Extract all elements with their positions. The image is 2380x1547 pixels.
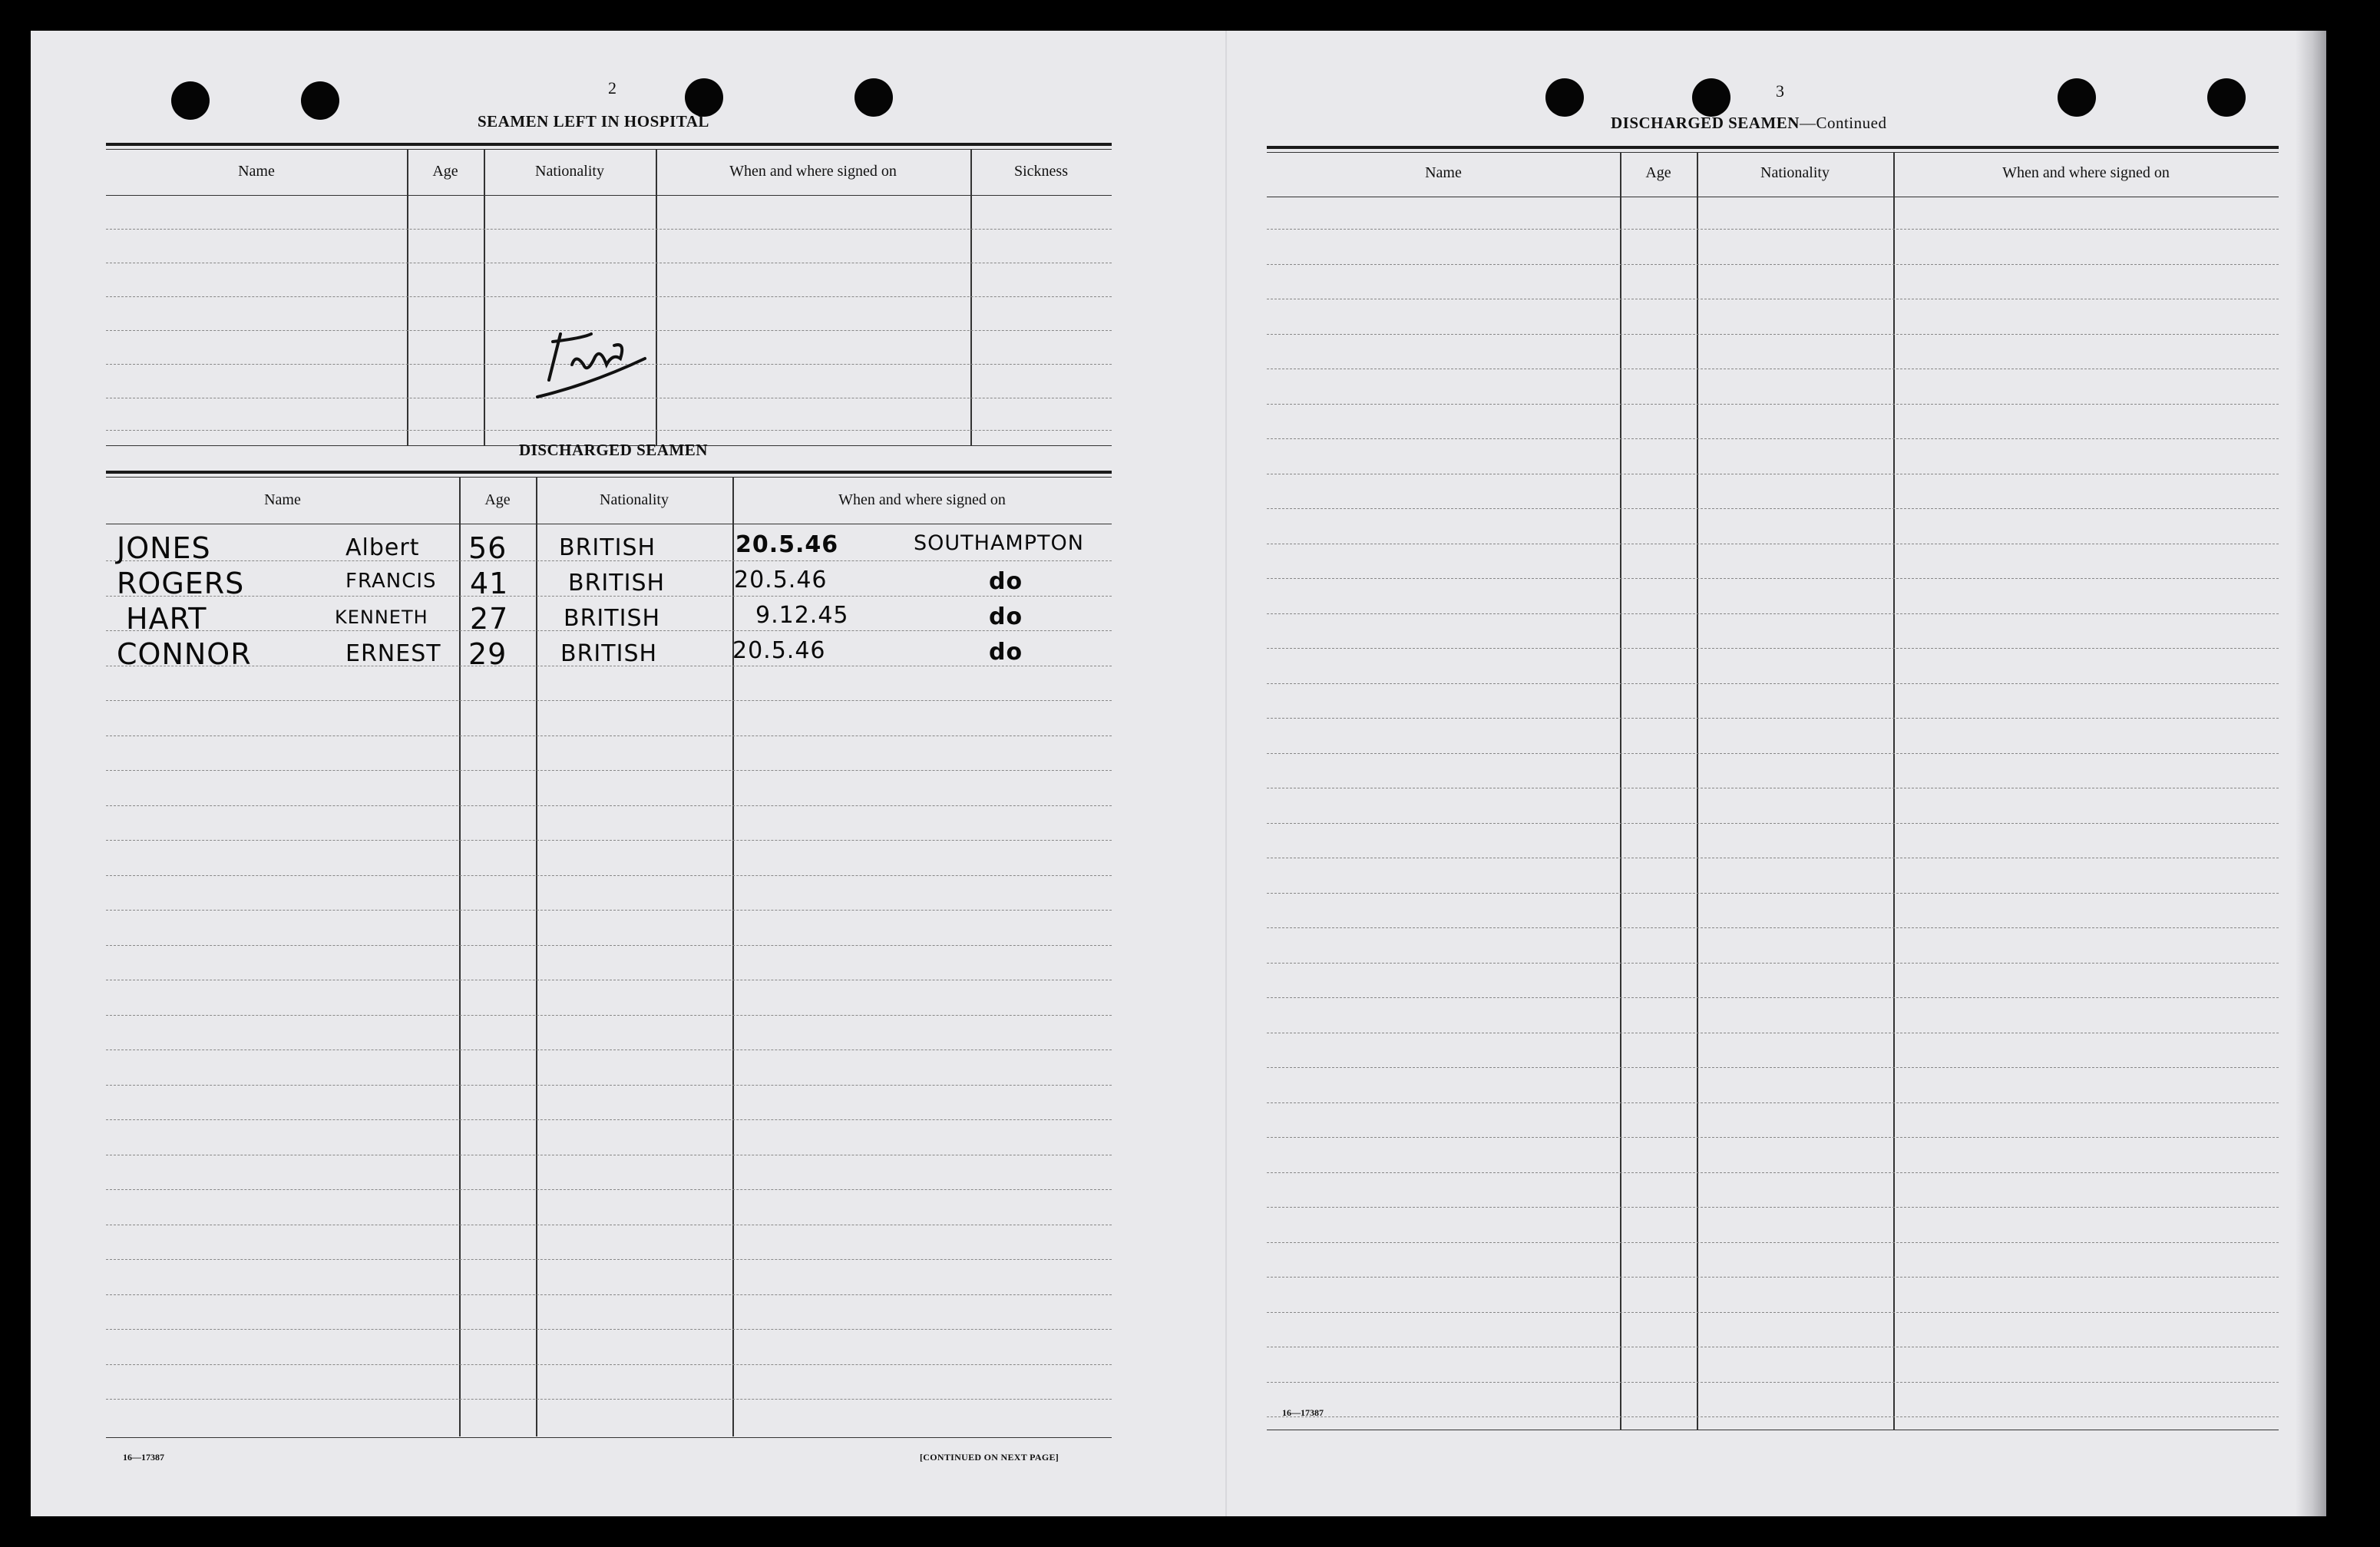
- column-header: Sickness: [1014, 163, 1068, 180]
- ruled-line: [1267, 1067, 2279, 1068]
- punch-hole: [301, 81, 339, 120]
- punch-hole: [1545, 78, 1584, 117]
- nationality: BRITISH: [559, 534, 656, 561]
- ruled-line: [1267, 648, 2279, 649]
- signed-on-date: 20.5.46: [735, 531, 839, 558]
- signed-on-date: 9.12.45: [755, 602, 849, 629]
- column-header: Name: [238, 163, 275, 180]
- ruled-line: [1267, 1242, 2279, 1243]
- column-header: Nationality: [600, 491, 669, 508]
- ruled-line: [106, 805, 1112, 806]
- ruled-line: [1267, 1172, 2279, 1173]
- ruled-line: [1267, 1416, 2279, 1417]
- form-code: 16—17387: [1282, 1407, 1324, 1418]
- surname: HART: [126, 602, 207, 636]
- ruled-line: [106, 1085, 1112, 1086]
- column-header: Age: [484, 491, 511, 508]
- ruled-line: [1267, 613, 2279, 614]
- ruled-line: [106, 770, 1112, 771]
- ruled-line: [1267, 1277, 2279, 1278]
- page-fold: [1225, 31, 1227, 1516]
- surname: ROGERS: [117, 567, 245, 600]
- nationality: BRITISH: [564, 605, 661, 632]
- signed-on-place: SOUTHAMPTON: [914, 531, 1084, 555]
- age: 41: [470, 567, 509, 600]
- section-title-text: DISCHARGED SEAMEN: [1611, 114, 1800, 132]
- punch-hole: [2058, 78, 2096, 117]
- section-title-discharged: DISCHARGED SEAMEN: [519, 441, 708, 459]
- ruled-line: [1267, 893, 2279, 894]
- ruled-line: [1267, 963, 2279, 964]
- punch-hole: [2207, 78, 2246, 117]
- column-header: When and where signed on: [2002, 164, 2170, 181]
- ruled-line: [1267, 578, 2279, 579]
- ruled-line: [1267, 1312, 2279, 1313]
- ruled-line: [1267, 823, 2279, 824]
- punch-hole: [685, 78, 723, 117]
- page-edge-shadow: [2296, 31, 2326, 1516]
- column-header: When and where signed on: [729, 163, 897, 180]
- ruled-line: [106, 1399, 1112, 1400]
- ruled-line: [106, 1119, 1112, 1120]
- punch-hole: [854, 78, 893, 117]
- form-code: 16—17387: [123, 1452, 164, 1463]
- page-number: 2: [608, 78, 616, 98]
- page-number: 3: [1776, 81, 1784, 101]
- ruled-line: [106, 910, 1112, 911]
- ruled-line: [1267, 1102, 2279, 1103]
- ruled-line: [106, 1294, 1112, 1295]
- ruled-line: [106, 1329, 1112, 1330]
- column-header: Age: [1645, 164, 1671, 181]
- surname: JONES: [117, 531, 211, 565]
- ruled-line: [1267, 753, 2279, 754]
- ruled-line: [106, 700, 1112, 701]
- ruled-line: [106, 945, 1112, 946]
- ruled-line: [1267, 264, 2279, 265]
- signed-on-place: do: [989, 639, 1023, 666]
- signed-on-place: do: [989, 603, 1023, 630]
- age: 56: [468, 531, 507, 565]
- ruled-line: [1267, 1382, 2279, 1383]
- ruled-line: [1267, 229, 2279, 230]
- ruled-line: [1267, 438, 2279, 439]
- ruled-line: [1267, 404, 2279, 405]
- signed-on-date: 20.5.46: [734, 567, 828, 593]
- signed-on-date: 20.5.46: [732, 637, 826, 664]
- signed-on-place: do: [989, 568, 1023, 595]
- continued-note: [CONTINUED ON NEXT PAGE]: [920, 1452, 1059, 1463]
- nationality: BRITISH: [568, 570, 666, 597]
- ruled-line: [106, 1364, 1112, 1365]
- ruled-line: [1267, 683, 2279, 684]
- handwritten-initials-mark: [530, 311, 660, 403]
- column-header: When and where signed on: [838, 491, 1006, 508]
- column-header: Name: [264, 491, 301, 508]
- forename: ERNEST: [345, 640, 441, 667]
- punch-hole: [171, 81, 210, 120]
- punch-hole: [1692, 78, 1730, 117]
- age: 29: [468, 637, 507, 671]
- section-title-discharged-continued: [1611, 114, 1886, 133]
- ruled-line: [106, 875, 1112, 876]
- ruled-line: [106, 1259, 1112, 1260]
- ruled-line: [106, 840, 1112, 841]
- column-header: Age: [432, 163, 458, 180]
- forename: KENNETH: [335, 607, 428, 628]
- age: 27: [470, 602, 509, 636]
- document-sheet: [31, 31, 2326, 1516]
- forename: FRANCIS: [345, 570, 437, 593]
- ruled-line: [1267, 334, 2279, 335]
- ruled-line: [1267, 718, 2279, 719]
- ruled-line: [1267, 1137, 2279, 1138]
- ruled-line: [106, 1189, 1112, 1190]
- ruled-line: [1267, 508, 2279, 509]
- section-title-hospital: SEAMEN LEFT IN HOSPITAL: [478, 112, 709, 131]
- column-header: Name: [1425, 164, 1462, 181]
- column-header: Nationality: [535, 163, 604, 180]
- forename: Albert: [345, 534, 420, 561]
- column-header: Nationality: [1760, 164, 1830, 181]
- ruled-line: [1267, 1207, 2279, 1208]
- ruled-line: [1267, 997, 2279, 998]
- ruled-line: [106, 1015, 1112, 1016]
- nationality: BRITISH: [560, 640, 658, 667]
- section-title-suffix: —Continued: [1799, 114, 1887, 132]
- ruled-line: [106, 735, 1112, 736]
- surname: CONNOR: [117, 637, 252, 671]
- ruled-line: [1267, 927, 2279, 928]
